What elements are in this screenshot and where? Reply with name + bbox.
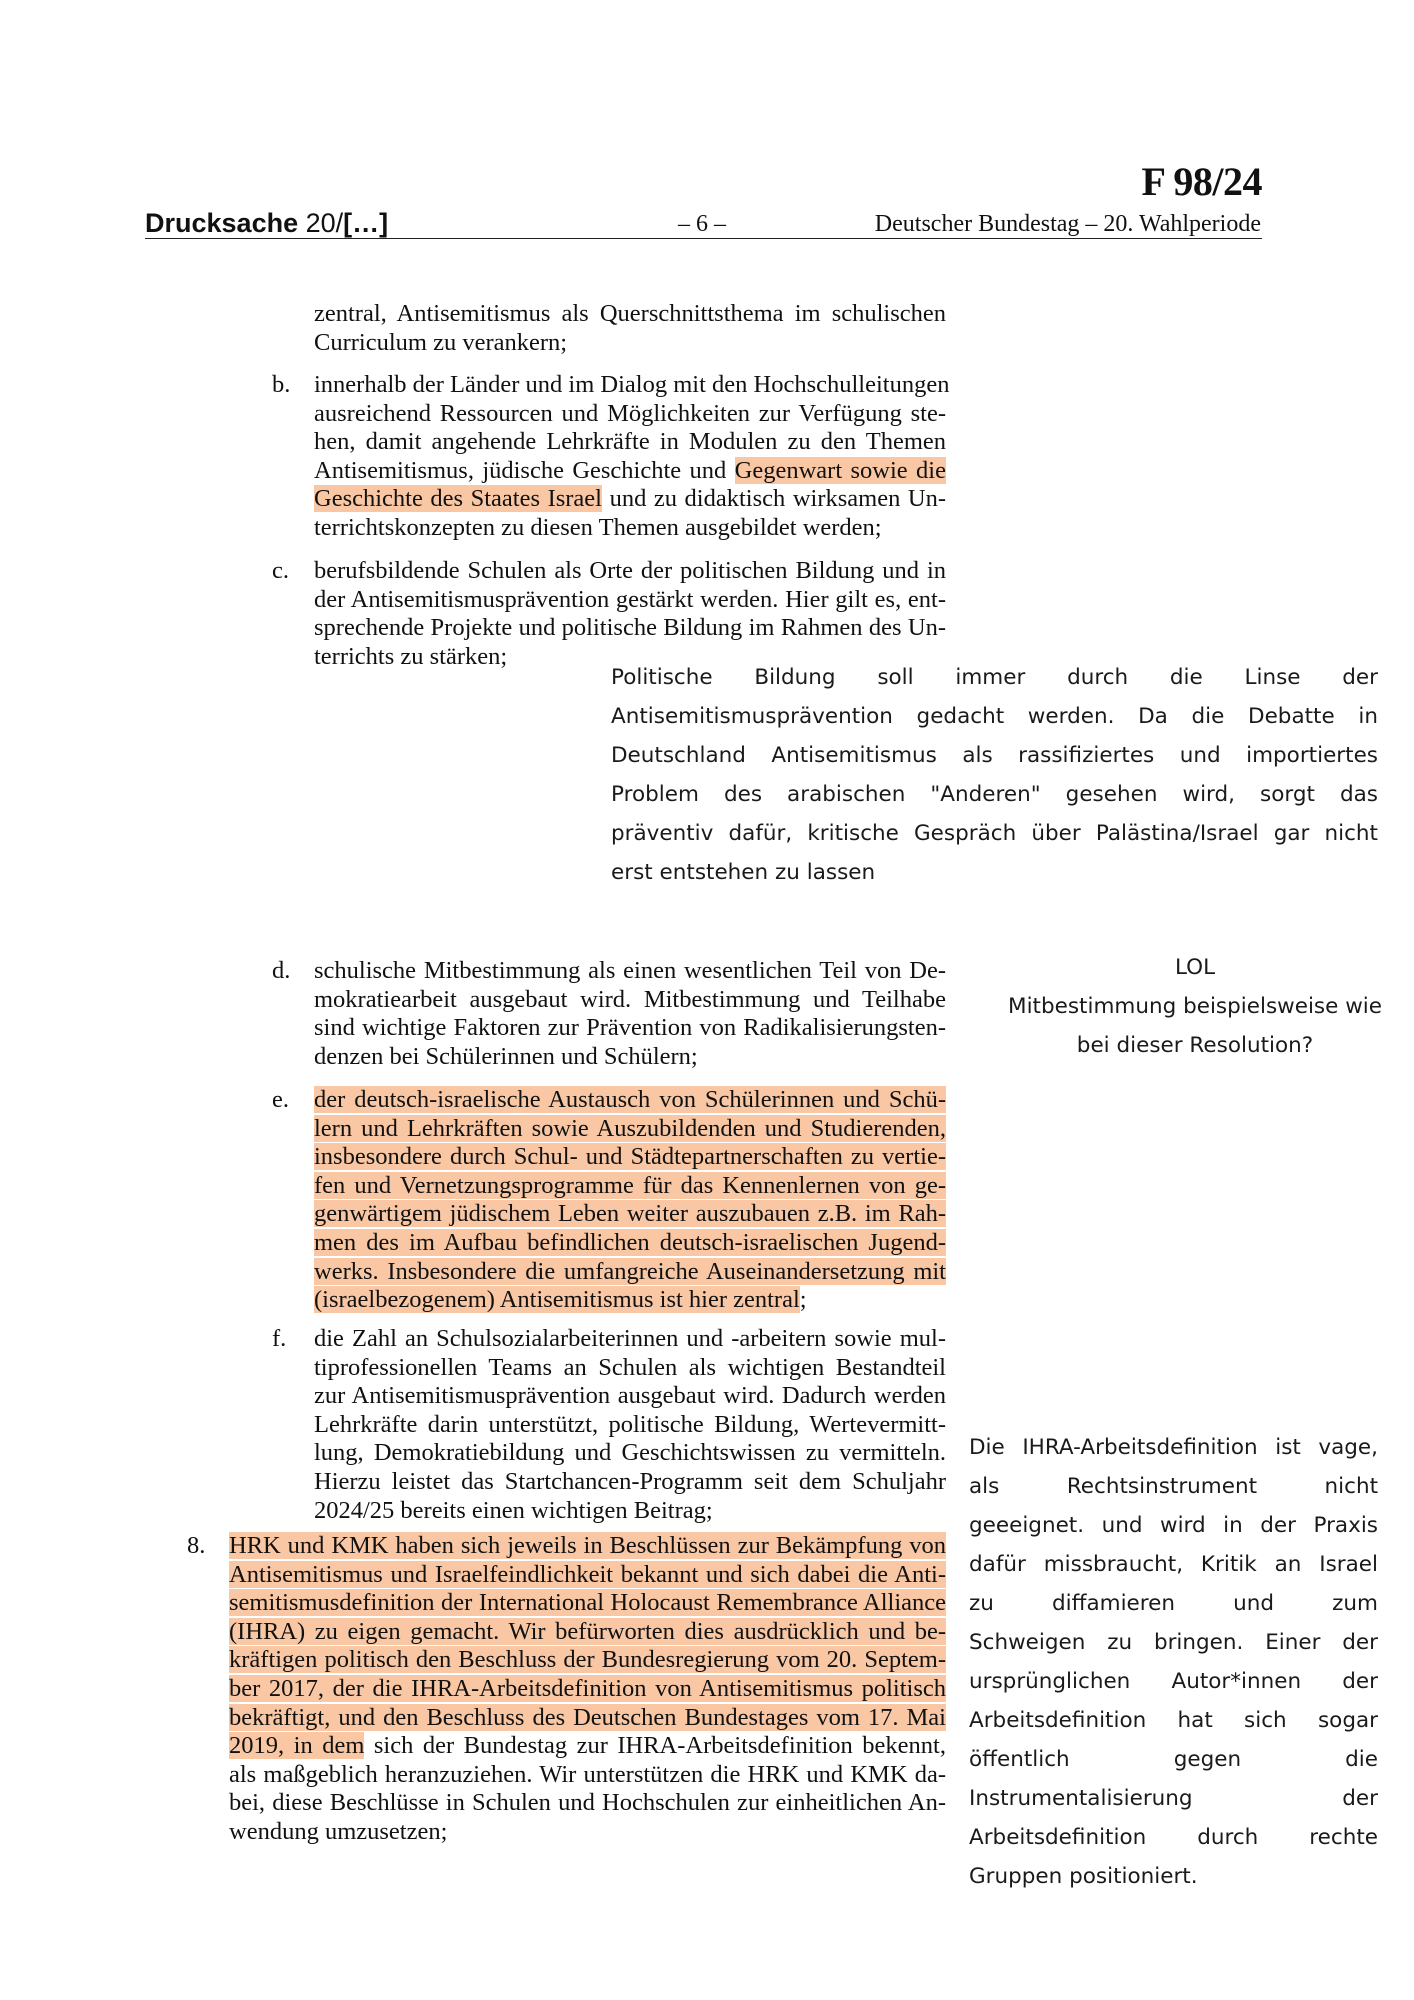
comment-line: Schweigen zu bringen. Einer der [969, 1630, 1378, 1655]
comment-line: Problem des arabischen "Anderen" gesehen wird, sorgt das [611, 782, 1378, 807]
text-line [229, 1561, 946, 1590]
text-line [314, 400, 946, 429]
text-line [229, 1818, 946, 1847]
highlighted-text: 2019, in dem [229, 1732, 365, 1760]
text-line [314, 1382, 946, 1411]
text-line [314, 1325, 946, 1354]
text-line [229, 1732, 946, 1761]
comment-line: erst entstehen zu lassen [611, 860, 876, 885]
text-line [314, 1143, 946, 1172]
drucksache-label [145, 208, 388, 239]
text-line [314, 1439, 946, 1468]
text-line [229, 1589, 946, 1618]
text-line [229, 1532, 946, 1561]
comment-line: Antisemitismusprävention gedacht werden. Da die Debatte in [611, 704, 1378, 729]
text-segment: der Antisemitismusprävention gestärkt werden. Hier gilt es, ent- [314, 585, 946, 613]
comment-line: bei dieser Resolution? [1076, 1033, 1314, 1058]
text-segment: Antisemitismus, jüdische Geschichte und [314, 456, 735, 484]
comment-line: Arbeitsdefinition durch rechte [969, 1825, 1378, 1850]
text-segment: denzen bei Schülerinnen und Schülern; [314, 1042, 698, 1070]
text-line [314, 1086, 946, 1115]
text-segment: bei, diese Beschlüsse in Schulen und Hochschulen zur einheitlichen An- [229, 1789, 946, 1817]
parliament-label: Deutscher Bundestag – 20. Wahlperiode [874, 211, 1261, 237]
highlighted-text: kräftigen politisch den Beschluss der Bundesregierung vom 20. Septem- [229, 1646, 946, 1674]
text-line [314, 514, 946, 543]
highlighted-text: (israelbezogenem) Antisemitismus ist hier zentral [314, 1286, 800, 1314]
highlighted-text: lern und Lehrkräften sowie Auszubildenden und Studierenden, [314, 1114, 946, 1142]
text-line [229, 1618, 946, 1647]
list-marker: e. [272, 1086, 289, 1113]
text-line [314, 614, 946, 643]
text-line [314, 485, 946, 514]
comment-line: Mitbestimmung beispielsweise wie [1008, 994, 1382, 1019]
list-marker: c. [272, 557, 289, 584]
comment-line: öffentlich gegen die [969, 1747, 1378, 1772]
text-line [229, 1646, 946, 1675]
text-line [314, 1411, 946, 1440]
text-segment: sprechende Projekte und politische Bildung im Rahmen des Un- [314, 614, 946, 642]
document-code: F 98/24 [1141, 159, 1262, 204]
text-segment: und zu didaktisch wirksamen Un- [602, 485, 946, 513]
margin-comment [611, 658, 1378, 892]
text-segment: sich der Bundestag zur IHRA-Arbeitsdefinition bekennt, [364, 1732, 946, 1760]
list-item [272, 1325, 946, 1525]
highlighted-text: insbesondere durch Schul- und Städtepartnerschaften zu vertie- [314, 1143, 946, 1171]
highlighted-text: (IHRA) zu eigen gemacht. Wir befürworten dies ausdrücklich und be- [229, 1617, 946, 1645]
comment-line: Instrumentalisierung der [969, 1786, 1378, 1811]
highlighted-text: bekräftigt, und den Beschluss des Deutschen Bundestages vom 17. Mai [229, 1703, 946, 1731]
highlighted-text: fen und Vernetzungsprogramme für das Kennenlernen von ge- [314, 1171, 946, 1199]
list-marker: 8. [187, 1532, 206, 1559]
highlighted-text: semitismusdefinition der International Holocaust Remembrance Alliance [229, 1589, 946, 1617]
text-segment: tiprofessionellen Teams an Schulen als wichtigen Bestandteil [314, 1353, 946, 1381]
text-segment: mokratiearbeit ausgebaut wird. Mitbestimmung und Teilhabe [314, 985, 946, 1013]
text-segment: Lehrkräfte darin unterstützt, politische Bildung, Wertevermitt- [314, 1410, 946, 1438]
text-segment: Curriculum zu verankern; [314, 328, 568, 356]
text-segment: sind wichtige Faktoren zur Prävention von Radikalisierungsten- [314, 1014, 946, 1042]
text-segment: innerhalb der Länder und im Dialog mit den Hochschulleitungen [314, 371, 950, 398]
text-line [314, 986, 946, 1015]
text-segment: ; [799, 1286, 807, 1314]
text-line [314, 1014, 946, 1043]
text-line [314, 557, 946, 586]
header-rule [145, 238, 1262, 239]
text-line [229, 1675, 946, 1704]
drucksache-number: 20/ [305, 208, 344, 238]
text-line [314, 1172, 946, 1201]
comment-line: als Rechtsinstrument nicht [969, 1474, 1378, 1499]
text-line [314, 1354, 946, 1383]
text-line [314, 1200, 946, 1229]
text-line [314, 1497, 946, 1526]
list-item [272, 1086, 946, 1315]
highlighted-text: ber 2017, der die IHRA-Arbeitsdefinition von Antisemitismus politisch [229, 1674, 946, 1702]
text-line [229, 1761, 946, 1790]
margin-comment [990, 948, 1400, 1065]
text-line [314, 457, 946, 486]
text-segment: terrichtskonzepten zu diesen Themen ausgebildet werden; [314, 513, 882, 541]
text-segment: lung, Demokratiebildung und Geschichtswissen zu vermitteln. [314, 1439, 946, 1467]
comment-line: Deutschland Antisemitismus als rassifiziertes und importiertes [611, 743, 1378, 768]
text-line [314, 1286, 946, 1315]
comment-line: dafür missbraucht, Kritik an Israel [969, 1552, 1378, 1577]
list-item [272, 371, 950, 543]
highlighted-text: genwärtigem jüdischem Leben weiter auszubauen z.B. im Rah- [314, 1200, 946, 1228]
text-line [229, 1789, 946, 1818]
comment-line: geeeignet. und wird in der Praxis [969, 1513, 1378, 1538]
text-line [314, 428, 946, 457]
comment-line: Arbeitsdefinition hat sich sogar [969, 1708, 1378, 1733]
text-segment: die Zahl an Schulsozialarbeiterinnen und -arbeitern sowie mul- [314, 1325, 946, 1352]
text-segment: schulische Mitbestimmung als einen wesentlichen Teil von De- [314, 957, 946, 984]
comment-line: LOL [1174, 955, 1216, 980]
margin-comment [969, 1428, 1378, 1896]
text-segment: terrichts zu stärken; [314, 642, 508, 670]
drucksache-word: Drucksache [145, 208, 299, 238]
text-line [314, 1229, 946, 1258]
text-segment: hen, damit angehende Lehrkräfte in Modulen zu den Themen [314, 428, 946, 456]
text-segment: 2024/25 bereits einen wichtigen Beitrag; [314, 1496, 713, 1524]
text-line [314, 1258, 946, 1287]
page-number: – 6 – [678, 211, 726, 237]
highlighted-text: Antisemitismus und Israelfeindlichkeit bekannt und sich dabei die Anti- [229, 1560, 946, 1588]
text-segment: Hierzu leistet das Startchancen-Programm seit dem Schuljahr [314, 1467, 946, 1495]
list-marker: d. [272, 957, 291, 984]
text-line [314, 300, 946, 329]
text-line [314, 1043, 946, 1072]
list-item [187, 1532, 946, 1847]
highlighted-text: der deutsch-israelische Austausch von Schülerinnen und Schü- [314, 1086, 946, 1113]
list-item [272, 957, 946, 1071]
comment-line: Politische Bildung soll immer durch die Linse der [611, 665, 1378, 690]
list-marker: b. [272, 371, 291, 398]
highlighted-text: men des im Aufbau befindlichen deutsch-israelischen Jugend- [314, 1228, 946, 1256]
text-line [314, 329, 946, 358]
text-line [314, 1115, 946, 1144]
text-segment: als maßgeblich heranzuziehen. Wir unterstützen die HRK und KMK da- [229, 1760, 946, 1788]
text-line [314, 957, 946, 986]
list-item [314, 300, 946, 357]
text-segment: ausreichend Ressourcen und Möglichkeiten zur Verfügung ste- [314, 399, 946, 427]
highlighted-text: Gegenwart sowie die [734, 456, 946, 484]
text-line [314, 1468, 946, 1497]
highlighted-text: Geschichte des Staates Israel [314, 485, 602, 513]
text-segment: zentral, Antisemitismus als Querschnittsthema im schulischen [314, 300, 946, 327]
drucksache-placeholder: […] [343, 208, 389, 238]
text-segment: wendung umzusetzen; [229, 1817, 448, 1845]
highlighted-text: werks. Insbesondere die umfangreiche Auseinandersetzung mit [314, 1257, 946, 1285]
list-item [272, 557, 946, 671]
comment-line: Gruppen positioniert. [969, 1864, 1198, 1889]
text-line [314, 371, 950, 400]
comment-line: präventiv dafür, kritische Gespräch über Palästina/Israel gar nicht [611, 821, 1378, 846]
text-line [229, 1704, 946, 1733]
text-line [314, 586, 946, 615]
text-segment: zur Antisemitismusprävention ausgebaut wird. Dadurch werden [314, 1382, 946, 1410]
text-segment: berufsbildende Schulen als Orte der politischen Bildung und in [314, 557, 946, 584]
list-marker: f. [272, 1325, 287, 1352]
comment-line: Die IHRA-Arbeitsdefinition ist vage, [969, 1435, 1378, 1460]
highlighted-text: HRK und KMK haben sich jeweils in Beschlüssen zur Bekämpfung von [229, 1532, 946, 1559]
comment-line: ursprünglichen Autor*innen der [969, 1669, 1378, 1694]
comment-line: zu diffamieren und zum [969, 1591, 1378, 1616]
